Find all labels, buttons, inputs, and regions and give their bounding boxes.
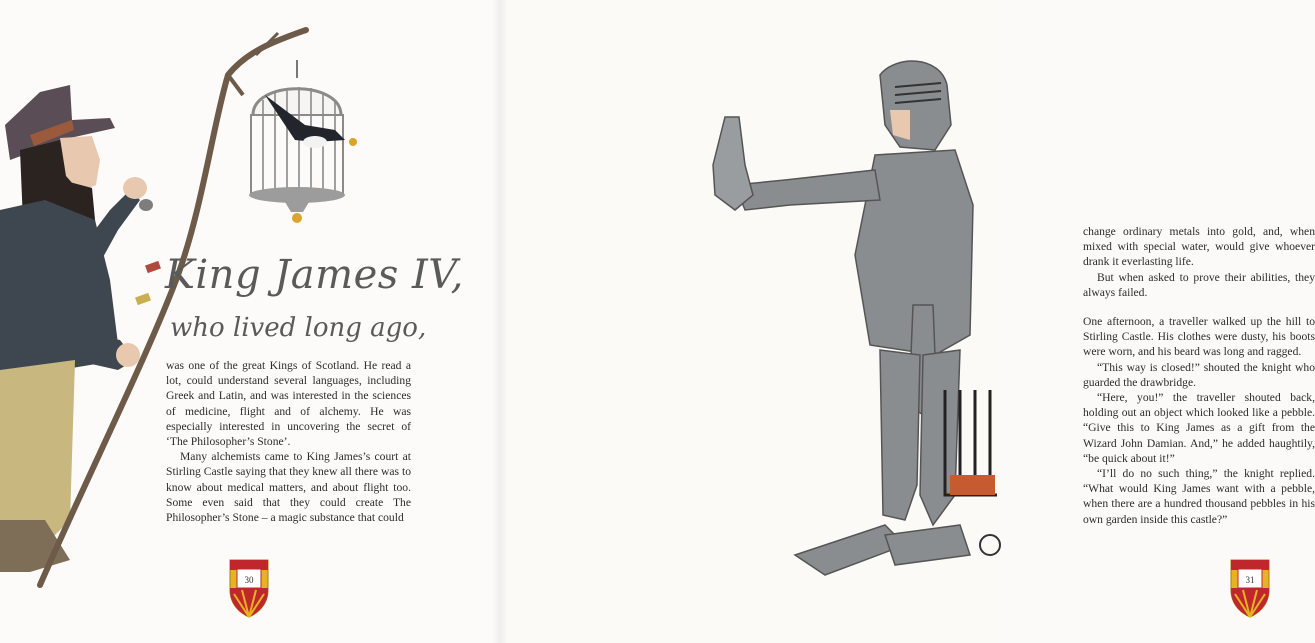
paragraph: change ordinary metals into gold, and, when mixed with special water, would give whoever drank it everlasting life. xyxy=(1083,225,1315,269)
knight-illustration xyxy=(705,55,1000,580)
chapter-subheading: who lived long ago, xyxy=(170,313,427,343)
chapter-heading: King James IV, xyxy=(165,252,464,298)
paragraph: “Here, you!” the traveller shouted back, holding out an object which looked like a pebble. “Give this to King James as a gift from the Wizard John Damian. And,” he added haughtily, “be quick about it!” xyxy=(1083,391,1315,465)
paragraph: “I’ll do no such thing,” the knight replied. “What would King James want with a pebble, when there are a hundred thousand pebbles in his own garden inside this castle?” xyxy=(1083,467,1315,526)
paragraph: “This way is closed!” shouted the knight who guarded the drawbridge. xyxy=(1083,360,1315,389)
page-number: 31 xyxy=(1245,575,1255,585)
page-number-shield-right xyxy=(1229,558,1271,618)
paragraph: But when asked to prove their abilities, they always failed. xyxy=(1083,270,1315,299)
book-gutter xyxy=(492,0,508,643)
birdcage-icon xyxy=(245,60,350,225)
shield-icon xyxy=(1229,558,1271,618)
page-number-shield-left xyxy=(228,558,270,618)
right-page-text xyxy=(1083,224,1315,527)
paragraph: One afternoon, a traveller walked up the hill to Stirling Castle. His clothes were dusty, his boots were worn, and his beard was long and ragged. xyxy=(1083,315,1315,359)
right-page xyxy=(500,0,1315,643)
left-page xyxy=(0,0,500,643)
paragraph: was one of the great Kings of Scotland. He read a lot, could understand several languages, including Greek and Latin, and was interested in the sciences of medicine, flight and of alchemy. He was especially interested in uncovering the secret of ‘The Philosopher’s Stone’. xyxy=(166,359,411,449)
left-page-text xyxy=(166,358,411,525)
page-number: 30 xyxy=(244,575,254,585)
paragraph: Many alchemists came to King James’s court at Stirling Castle saying that they knew all there was to know about medical matters, and about flight too. Some even said that they could create The Philosopher’s Stone – a magic substance that could xyxy=(166,450,411,525)
shield-icon xyxy=(228,558,270,618)
